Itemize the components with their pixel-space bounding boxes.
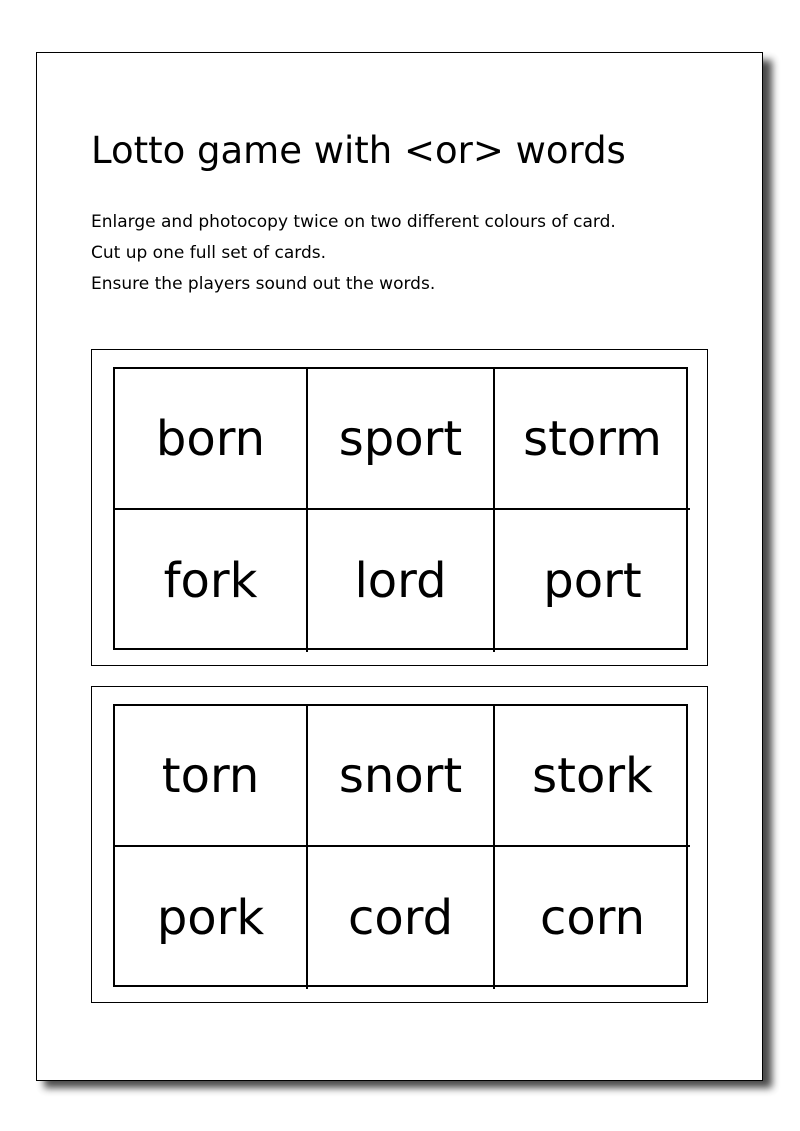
- worksheet-page: [36, 52, 763, 1081]
- word-card: sport: [308, 369, 495, 510]
- instruction-item: Ensure the players sound out the words.: [91, 274, 436, 294]
- instructions-list: [91, 207, 616, 300]
- word-card: lord: [308, 510, 495, 652]
- instruction-item: Cut up one full set of cards.: [91, 243, 327, 263]
- word-card: port: [543, 553, 642, 609]
- lotto-board-2: [91, 686, 708, 1003]
- instruction-item: Enlarge and photocopy twice on two different colours of card.: [91, 212, 616, 232]
- word-grid: [113, 367, 688, 650]
- word-grid: [113, 704, 688, 987]
- word-card: cord: [308, 847, 495, 989]
- word-card: fork: [115, 510, 308, 652]
- word-card: stork: [495, 706, 690, 847]
- page-title: Lotto game with <or> words: [91, 129, 626, 172]
- word-card: storm: [495, 369, 690, 510]
- lotto-board-1: [91, 349, 708, 666]
- word-card: snort: [308, 706, 495, 847]
- word-card: pork: [115, 847, 308, 989]
- word-card: corn: [539, 890, 646, 946]
- word-card: torn: [115, 706, 308, 847]
- word-card: born: [115, 369, 308, 510]
